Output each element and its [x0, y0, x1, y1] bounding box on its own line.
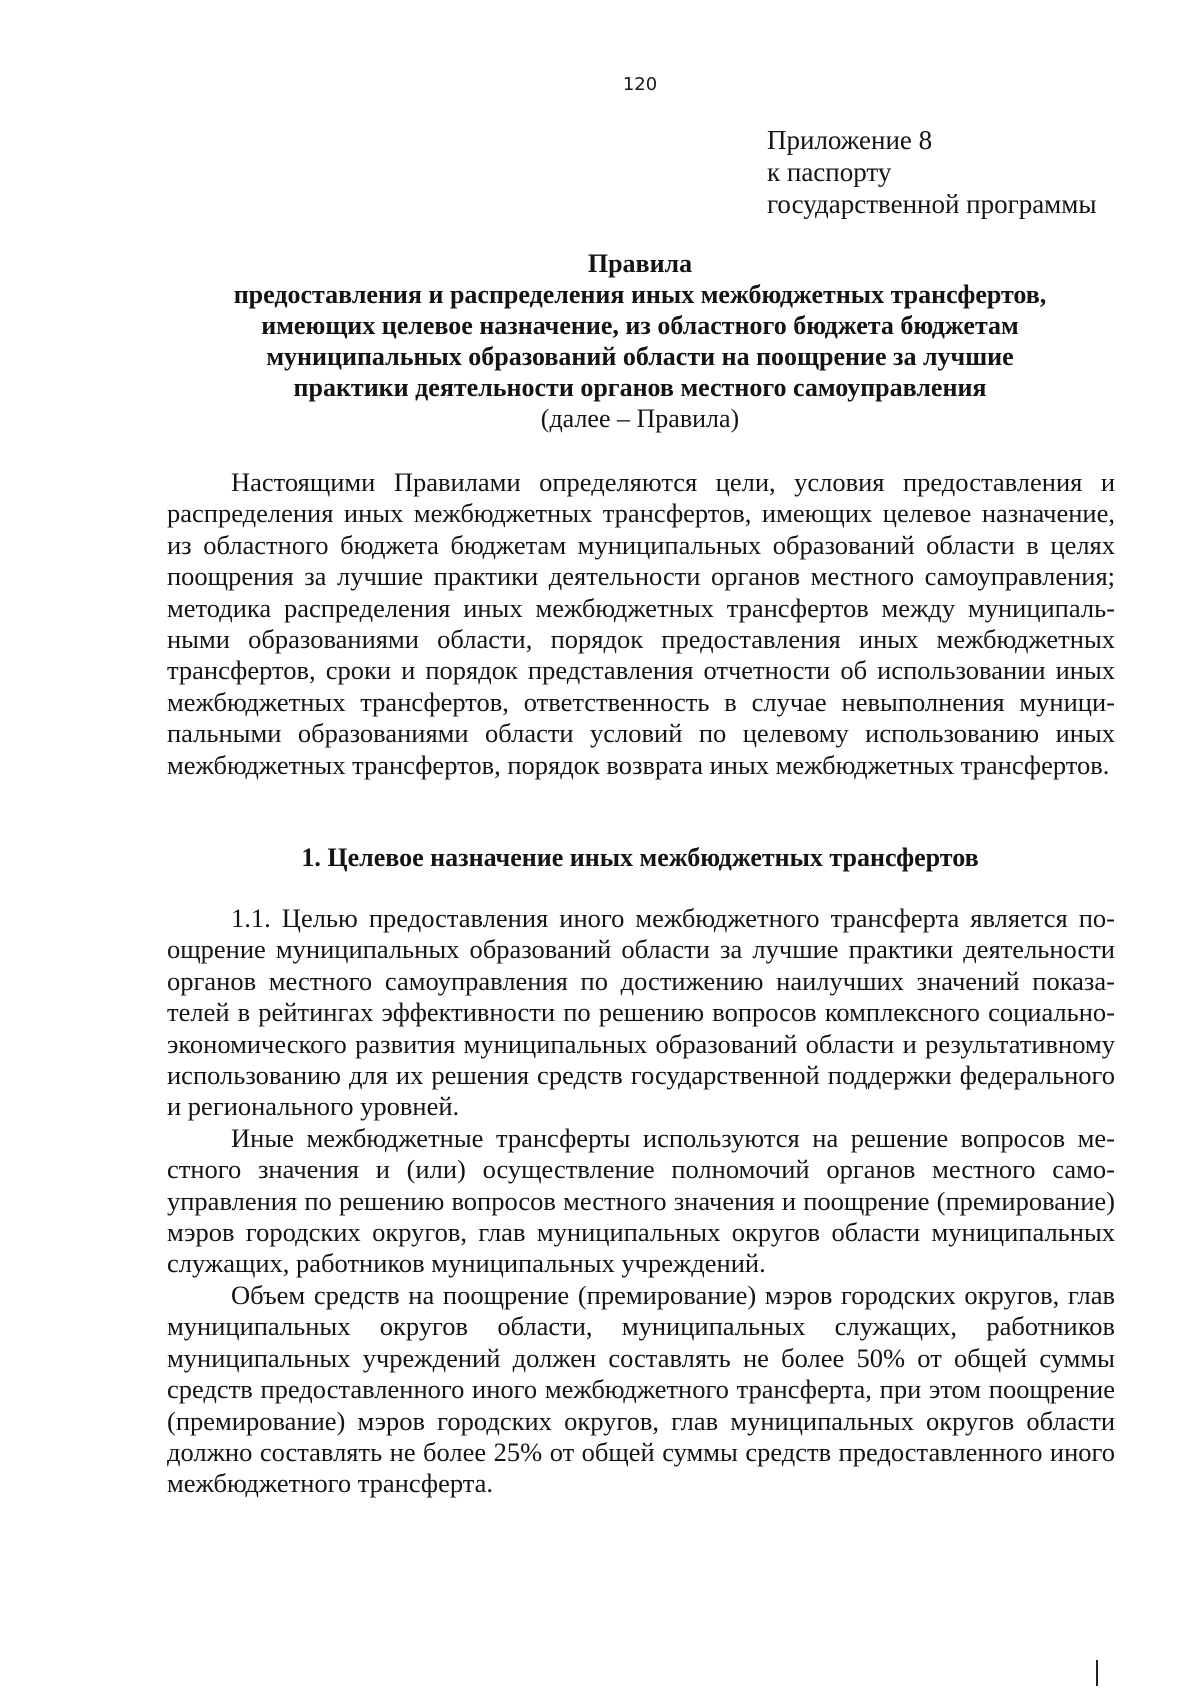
document-title [140, 248, 1140, 435]
appendix-line: Приложение 8 [767, 125, 933, 155]
page-number: 120 [622, 74, 658, 95]
intro-paragraph: Настоящими Правилами определяются цели, условия предоставления и распределения иных межбюджетных трансфертов, имеющих целевое назначение, из областного бюджета бюджетам муниципальных образований области в целях поощрения за лучшие практики деятельности органов местного самоуправления; методика распределения иных межбюджетных трансфертов между муниципальными образованиями области, порядок предоставления иных межбюджетных трансфертов, сроки и порядок представления отчетности об использовании иных межбюджетных трансфертов, ответственность в случае невыполнения муниципальными образованиями области условий по целевому использованию иных межбюджетных трансфертов, порядок возврата иных межбюджетных трансфертов. [167, 467, 1115, 780]
title-line: предоставления и распределения иных межбюджетных трансфертов, [233, 280, 1047, 309]
title-line: имеющих целевое назначение, из областного бюджета бюджетам [261, 311, 1019, 340]
title-subtitle: (далее – Правила) [540, 404, 740, 433]
appendix-line: к паспорту [767, 157, 892, 187]
title-line: практики деятельности органов местного самоуправления [293, 373, 987, 402]
title-line: муниципальных образований области на поощрение за лучшие [266, 342, 1014, 371]
section-paragraph: Иные межбюджетные трансферты используются на решение вопросов местного значения и (или) осуществление полномочий органов местного самоуправления по решению вопросов местного значения и поощрение (премирование) мэров городских округов, глав муниципальных округов области муниципальных служащих, работников муниципальных учреждений. [167, 1122, 1115, 1279]
section-paragraph: 1.1. Целью предоставления иного межбюджетного трансферта является поощрение муниципальных образований области за лучшие практики деятельности органов местного самоуправления по достижению наилучших значений показателей в рейтингах эффективности по решению вопросов комплексного социально-экономического развития муниципальных образований области и результативному использованию для их решения средств государственной поддержки федерального и регионального уровней. [167, 903, 1115, 1122]
title-line: Правила [587, 249, 693, 278]
appendix-line: государственной программы [767, 189, 1097, 219]
scan-artifact-line [1096, 1660, 1098, 1686]
section-paragraph: Объем средств на поощрение (премирование) мэров городских округов, глав муниципальных округов области, муниципальных служащих, работников муниципальных учреждений должен составлять не более 50% от общей суммы средств предоставленного иного межбюджетного трансферта, при этом поощрение (премирование) мэров городских округов, глав муниципальных округов области должно составлять не более 25% от общей суммы средств предоставленного иного межбюджетного трансферта. [167, 1279, 1115, 1499]
appendix-note [767, 124, 1097, 220]
section-heading: 1. Целевое назначение иных межбюджетных трансфертов [301, 843, 979, 872]
section-body [167, 903, 1115, 1500]
intro-section [167, 467, 1115, 781]
